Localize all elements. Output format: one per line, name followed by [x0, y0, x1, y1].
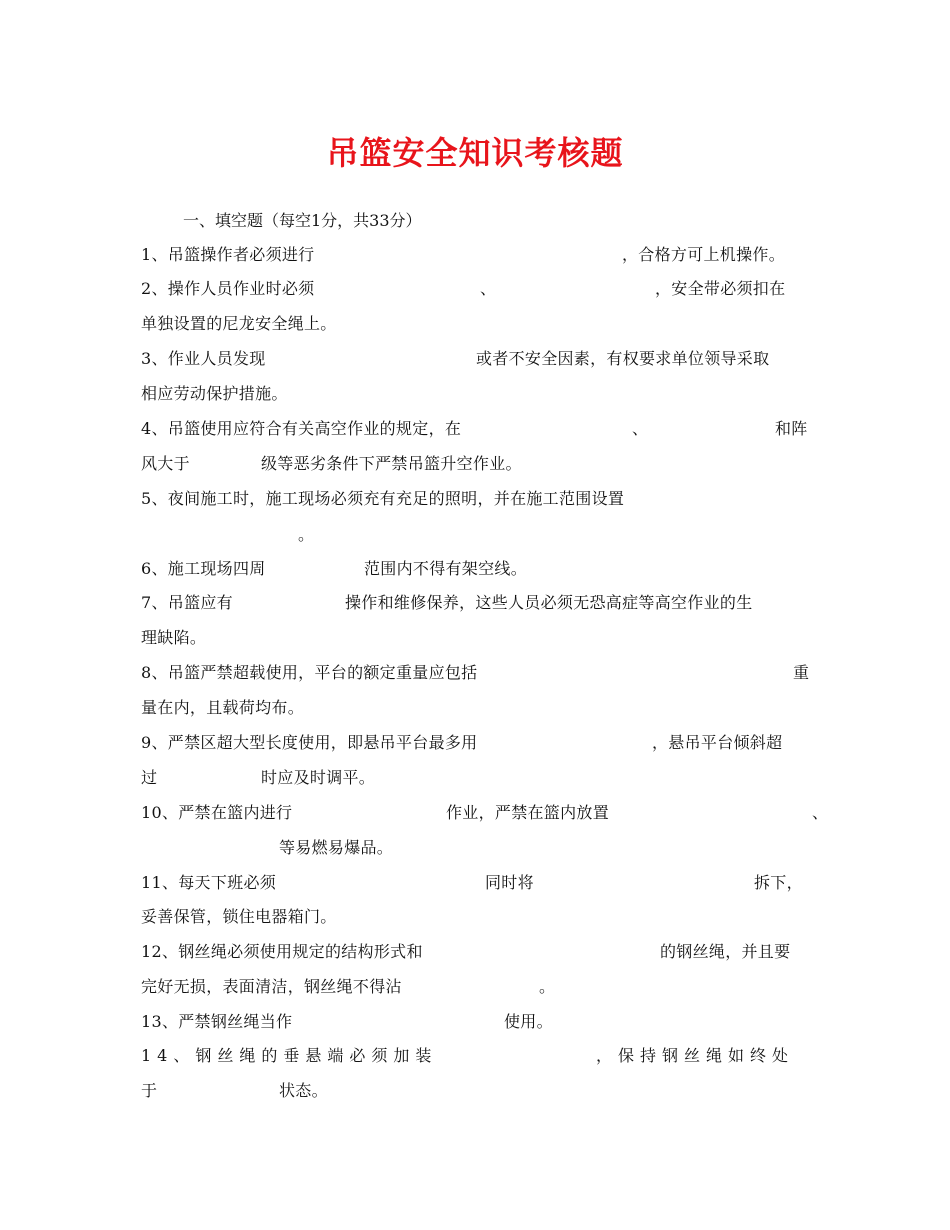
page-title: 吊篮安全知识考核题	[326, 134, 624, 172]
question-6-text: 范围内不得有架空线。	[364, 559, 528, 578]
question-3-text: 相应劳动保护措施。	[141, 384, 288, 403]
question-10-text: 、	[812, 803, 829, 822]
question-2-text: 2、操作人员作业时必须	[141, 279, 315, 298]
question-11-text: 妥善保管，锁住电器箱门。	[141, 907, 337, 926]
question-4-text: 级等恶劣条件下严禁吊篮升空作业。	[261, 454, 522, 473]
question-11-text: 拆下，	[754, 873, 803, 892]
question-9-text: ，悬吊平台倾斜超	[652, 733, 783, 752]
question-4-text: 风大于	[141, 454, 190, 473]
question-11-text: 同时将	[485, 873, 534, 892]
question-5-text: 5、夜间施工时，施工现场必须充有充足的照明，并在施工范围设置	[141, 489, 625, 508]
question-2-text: 单独设置的尼龙安全绳上。	[141, 314, 337, 333]
question-4-text: 、	[632, 419, 649, 438]
question-14-text: 于	[141, 1081, 158, 1100]
question-4-text: 和阵	[775, 419, 808, 438]
question-5-text: 。	[298, 525, 315, 544]
section-heading: 一、填空题（每空1分，共33分）	[183, 211, 422, 230]
question-11-text: 11、每天下班必须	[141, 873, 277, 892]
question-8-text: 8、吊篮严禁超载使用，平台的额定重量应包括	[141, 663, 478, 682]
question-9-text: 过	[141, 768, 158, 787]
question-12-text: 。	[539, 977, 556, 996]
question-12-text: 12、钢丝绳必须使用规定的结构形式和	[141, 942, 423, 961]
question-7-text: 操作和维修保养，这些人员必须无恐高症等高空作业的生	[345, 593, 753, 612]
question-10-text: 等易燃易爆品。	[279, 838, 394, 857]
question-14-text: ，保持钢丝绳如终处	[596, 1046, 795, 1065]
question-6-text: 6、施工现场四周	[141, 559, 266, 578]
question-14-text: 状态。	[279, 1081, 328, 1100]
question-1-text: ，合格方可上机操作。	[622, 245, 786, 264]
question-10-text: 作业，严禁在篮内放置	[446, 803, 610, 822]
question-2-text: ，安全带必须扣在	[655, 279, 786, 298]
question-12-text: 的钢丝绳，并且要	[660, 942, 791, 961]
question-7-text: 7、吊篮应有	[141, 593, 233, 612]
question-13-text: 13、严禁钢丝绳当作	[141, 1012, 293, 1031]
question-10-text: 10、严禁在篮内进行	[141, 803, 293, 822]
question-1-text: 1、吊篮操作者必须进行	[141, 245, 315, 264]
question-9-text: 时应及时调平。	[261, 768, 376, 787]
question-3-text: 3、作业人员发现	[141, 349, 266, 368]
question-4-text: 4、吊篮使用应符合有关高空作业的规定，在	[141, 419, 462, 438]
question-8-text: 量在内，且载荷均布。	[141, 698, 305, 717]
question-3-text: 或者不安全因素，有权要求单位领导采取	[476, 349, 770, 368]
question-9-text: 9、严禁区超大型长度使用，即悬吊平台最多用	[141, 733, 478, 752]
question-7-text: 理缺陷。	[141, 628, 207, 647]
question-8-text: 重	[793, 663, 810, 682]
question-12-text: 完好无损，表面清洁，钢丝绳不得沾	[141, 977, 402, 996]
question-2-text: 、	[480, 279, 497, 298]
question-13-text: 使用。	[504, 1012, 553, 1031]
question-14-text: 14、钢丝绳的垂悬端必须加装	[141, 1046, 438, 1065]
